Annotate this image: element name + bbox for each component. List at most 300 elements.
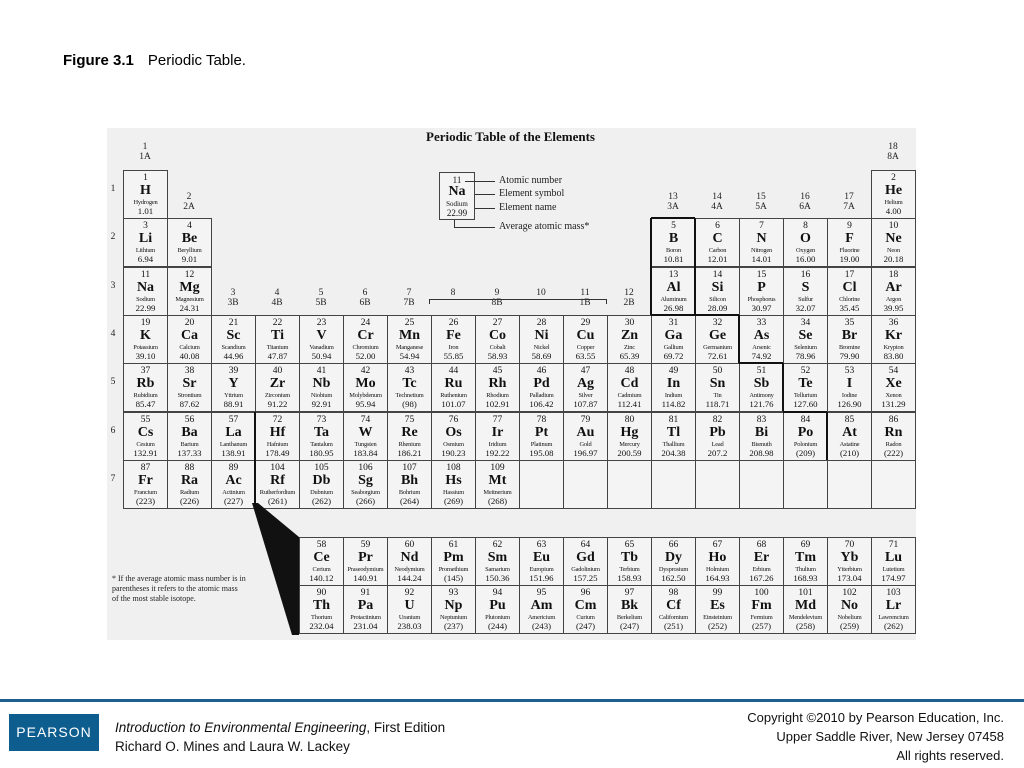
atomic-mass: (209) (795, 447, 816, 458)
atomic-mass: 39.95 (883, 302, 904, 313)
group-label: 4B (271, 298, 283, 308)
atomic-number: 1 (143, 173, 148, 183)
element-cell-f-block (519, 585, 564, 634)
element-cell (563, 363, 608, 412)
atomic-mass: 87.62 (179, 399, 200, 410)
element-name: Rhenium (398, 440, 421, 448)
atomic-number: 61 (448, 540, 459, 550)
metalloid-boundary (739, 362, 783, 364)
atomic-number: 49 (668, 366, 679, 377)
element-cell-f-block (607, 585, 652, 634)
element-name: Phosphorus (747, 295, 776, 303)
atomic-mass: (243) (531, 621, 552, 631)
atomic-number: 4 (187, 221, 192, 232)
element-cell-f-block (739, 585, 784, 634)
atomic-number: 87 (140, 462, 151, 473)
element-cell (123, 460, 168, 509)
element-name: Einsteinium (703, 614, 732, 621)
element-cell (783, 218, 828, 267)
atomic-number: 105 (314, 462, 329, 473)
atomic-mass: (259) (839, 621, 860, 631)
element-name: Neon (886, 247, 901, 255)
element-symbol: Tm (795, 550, 816, 565)
atomic-number: 72 (272, 414, 283, 425)
group-label: 10 (536, 288, 546, 298)
element-name: Rhodium (486, 392, 509, 400)
element-cell (783, 267, 828, 316)
element-symbol: Cf (666, 598, 681, 613)
metalloid-boundary (694, 218, 696, 266)
element-cell-f-block (651, 537, 696, 586)
atomic-mass: 10.81 (663, 254, 684, 265)
element-cell (739, 363, 784, 412)
atomic-mass: 16.00 (795, 254, 816, 265)
group-label: 9 (494, 288, 500, 298)
periodic-table-figure (107, 128, 916, 640)
atomic-number: 28 (536, 317, 547, 328)
atomic-mass: 157.25 (573, 573, 598, 583)
element-name: Tellurium (793, 392, 818, 400)
element-cell (475, 412, 520, 461)
element-symbol: Kr (884, 327, 903, 343)
atomic-mass: 12.01 (707, 254, 728, 265)
element-symbol: Cu (576, 327, 595, 343)
atomic-number: 64 (580, 540, 591, 550)
atomic-mass: 69.72 (663, 350, 684, 361)
element-cell (739, 412, 784, 461)
footnote (112, 574, 246, 604)
element-cell-f-block (475, 537, 520, 586)
atomic-mass: 231.04 (353, 621, 378, 631)
element-symbol: Si (711, 279, 724, 295)
table-title: Periodic Table of the Elements (426, 129, 595, 144)
group-label: 8A (887, 152, 899, 162)
atomic-mass: 74.92 (751, 350, 772, 361)
figure-title: Periodic Table. (147, 52, 246, 69)
group-label: 6 (362, 288, 368, 298)
element-symbol: Hs (445, 472, 462, 488)
atomic-mass: 158.93 (617, 573, 642, 583)
atomic-number: 20 (184, 317, 195, 328)
element-name: Ruthenium (440, 392, 467, 400)
element-cell (387, 460, 432, 509)
element-name: Bromine (839, 343, 860, 351)
element-cell-f-block (783, 585, 828, 634)
element-symbol: Ag (576, 376, 595, 392)
element-cell (299, 460, 344, 509)
element-cell (387, 412, 432, 461)
key-symbol: Na (448, 184, 466, 199)
element-symbol: Sr (182, 376, 197, 392)
atomic-mass: 102.91 (485, 399, 510, 410)
element-name: Oxygen (795, 247, 816, 255)
element-name: Gold (579, 440, 592, 448)
element-name: Strontium (177, 392, 202, 400)
element-name: Barium (180, 440, 199, 448)
atomic-mass: 106.42 (529, 399, 554, 410)
element-symbol: S (801, 279, 810, 295)
group-label: 3 (230, 288, 236, 298)
element-name: Chromium (352, 343, 379, 351)
atomic-number: 108 (446, 462, 461, 473)
metalloid-boundary (695, 314, 739, 316)
element-symbol: Pr (358, 550, 373, 565)
atomic-number: 18 (888, 269, 899, 280)
atomic-mass: (223) (135, 495, 156, 506)
atomic-mass: 207.2 (707, 447, 728, 458)
atomic-number: 73 (316, 414, 327, 425)
element-symbol: Mg (179, 279, 200, 295)
empty-cell (519, 460, 564, 509)
atomic-mass: 72.61 (707, 350, 728, 361)
empty-cell (695, 460, 740, 509)
element-cell (871, 315, 916, 364)
element-cell (827, 363, 872, 412)
element-cell-f-block (343, 537, 388, 586)
element-name: Tungsten (354, 440, 377, 448)
atomic-number: 37 (140, 366, 151, 377)
element-cell (519, 412, 564, 461)
element-name: Scandium (221, 343, 246, 351)
element-cell-f-block (387, 585, 432, 634)
atomic-mass: (262) (883, 621, 904, 631)
atomic-number: 59 (360, 540, 371, 550)
element-symbol: Au (576, 424, 595, 440)
atomic-number: 74 (360, 414, 371, 425)
element-symbol: Sm (487, 550, 508, 565)
atomic-mass: 204.38 (661, 447, 686, 458)
element-symbol: O (800, 231, 811, 247)
element-cell (123, 170, 168, 219)
element-cell (827, 218, 872, 267)
atomic-number: 70 (844, 540, 855, 550)
group-label: 8 (450, 288, 456, 298)
element-symbol: Yb (840, 550, 859, 565)
atomic-mass: 28.09 (707, 302, 728, 313)
atomic-number: 6 (715, 221, 720, 232)
element-name: Indium (664, 392, 683, 400)
atomic-mass: 26.98 (663, 302, 684, 313)
element-symbol: C (712, 231, 723, 247)
atomic-mass: 78.96 (795, 350, 816, 361)
element-symbol: H (140, 183, 151, 198)
atomic-mass: (244) (487, 621, 508, 631)
atomic-number: 78 (536, 414, 547, 425)
element-cell (255, 460, 300, 509)
atomic-number: 39 (228, 366, 239, 377)
element-name: Gadolinium (571, 566, 600, 573)
element-cell (739, 267, 784, 316)
atomic-mass: 121.76 (749, 399, 774, 410)
element-name: Lutetium (882, 566, 905, 573)
atomic-number: 48 (624, 366, 635, 377)
element-name: Molybdenum (349, 392, 382, 400)
atomic-mass: 88.91 (223, 399, 244, 410)
atomic-number: 76 (448, 414, 459, 425)
element-name: Francium (134, 488, 157, 496)
key-label: Element symbol (499, 188, 565, 199)
element-symbol: Y (228, 376, 239, 392)
element-symbol: Ac (225, 472, 242, 488)
element-name: Holmium (705, 566, 730, 573)
atomic-mass: 52.00 (355, 350, 376, 361)
element-cell-f-block (607, 537, 652, 586)
group-label: 2B (623, 298, 635, 308)
empty-cell (871, 460, 916, 509)
group-label: 7A (843, 202, 855, 212)
element-cell-f-block (475, 585, 520, 634)
element-symbol: Er (753, 550, 770, 565)
copyright-line: Upper Saddle River, New Jersey 07458 (776, 729, 1004, 744)
atomic-mass: 140.91 (353, 573, 378, 583)
element-symbol: Am (530, 598, 553, 613)
book-authors: Richard O. Mines and Laura W. Lackey (115, 739, 350, 754)
atomic-mass: 58.93 (487, 350, 508, 361)
atomic-mass: 20.18 (883, 254, 904, 265)
element-name: Praseodymium (347, 566, 384, 573)
atomic-mass: (226) (179, 495, 200, 506)
element-name: Berkelium (616, 614, 643, 621)
element-symbol: Db (312, 472, 331, 488)
atomic-number: 46 (536, 366, 547, 377)
element-name: Erbium (752, 566, 771, 573)
element-symbol: Ce (313, 550, 330, 565)
element-cell (607, 363, 652, 412)
element-name: Radium (179, 488, 200, 496)
element-cell (651, 315, 696, 364)
atomic-number: 9 (847, 221, 852, 232)
atomic-mass: (98) (402, 399, 417, 410)
element-name: Radon (885, 440, 902, 448)
element-symbol: Nd (400, 550, 419, 565)
empty-cell (563, 460, 608, 509)
period-label: 1 (110, 184, 116, 194)
atomic-mass: 168.93 (793, 573, 818, 583)
element-symbol: Al (666, 279, 681, 295)
element-name: Sulfur (798, 295, 813, 303)
element-symbol: Mn (399, 327, 420, 343)
atomic-number: 16 (800, 269, 811, 280)
element-name: Americium (527, 614, 556, 621)
element-name: Meitnerium (483, 488, 512, 496)
element-cell (431, 315, 476, 364)
atomic-number: 85 (844, 414, 855, 425)
group-label: 11 (580, 288, 590, 298)
element-cell-f-block (343, 585, 388, 634)
footnote-line: * If the average atomic mass number is in (112, 574, 246, 583)
element-cell (431, 412, 476, 461)
atomic-mass: 200.59 (617, 447, 642, 458)
group-label: 17 (844, 192, 854, 202)
atomic-mass: 138.91 (221, 447, 246, 458)
element-cell (871, 218, 916, 267)
element-symbol: Rb (136, 376, 155, 392)
element-cell (167, 460, 212, 509)
pearson-logo: PEARSON (9, 714, 99, 751)
group-label: 4A (711, 202, 723, 212)
element-name: Technetium (395, 392, 424, 400)
group-label: 3B (227, 298, 239, 308)
atomic-number: 82 (712, 414, 723, 425)
element-symbol: Ra (180, 472, 199, 488)
element-name: Yttrium (224, 392, 243, 400)
atomic-mass: 91.22 (267, 399, 288, 410)
element-symbol: Ge (708, 327, 727, 343)
atomic-number: 34 (800, 317, 811, 328)
atomic-number: 24 (360, 317, 371, 328)
element-cell (607, 412, 652, 461)
element-cell (695, 315, 740, 364)
element-symbol: Ba (181, 424, 198, 440)
element-name: Iodine (841, 392, 858, 400)
element-cell (167, 218, 212, 267)
group-label: 3A (667, 202, 679, 212)
atomic-number: 53 (844, 366, 855, 377)
atomic-number: 7 (759, 221, 764, 232)
group-label: 5 (318, 288, 324, 298)
atomic-mass: 183.84 (353, 447, 378, 458)
element-symbol: Tc (402, 376, 417, 392)
metalloid-boundary (783, 411, 827, 413)
atomic-number: 84 (800, 414, 811, 425)
atomic-mass: 196.97 (573, 447, 598, 458)
element-name: Carbon (708, 247, 727, 255)
atomic-mass: 195.08 (529, 447, 554, 458)
metalloid-boundary (694, 267, 696, 315)
element-symbol: Be (181, 231, 198, 247)
atomic-number: 2 (891, 173, 896, 183)
empty-cell (651, 460, 696, 509)
element-name: Fermium (750, 614, 773, 621)
atomic-mass: (269) (443, 495, 464, 506)
footer-divider (0, 699, 1024, 702)
element-cell-f-block (431, 585, 476, 634)
element-symbol: N (756, 231, 767, 247)
element-symbol: Ho (708, 550, 727, 565)
element-cell (123, 218, 168, 267)
element-symbol: Xe (885, 376, 902, 392)
atomic-mass: 65.39 (619, 350, 640, 361)
atomic-mass: 54.94 (399, 350, 420, 361)
atomic-number: 103 (886, 588, 901, 598)
group-label: 16 (800, 192, 810, 202)
element-cell (431, 363, 476, 412)
element-cell (783, 315, 828, 364)
element-name: Titanium (266, 343, 289, 351)
atomic-number: 17 (844, 269, 855, 280)
element-name: Hassium (443, 488, 464, 496)
element-cell (211, 363, 256, 412)
element-cell (167, 363, 212, 412)
element-name: Astatine (839, 440, 860, 448)
atomic-mass: 6.94 (137, 254, 154, 265)
empty-cell (783, 460, 828, 509)
metalloid-boundary (782, 363, 784, 411)
copyright-notice (747, 708, 1004, 765)
element-name: Copper (576, 343, 595, 351)
element-cell (695, 412, 740, 461)
element-cell-f-block (299, 585, 344, 634)
element-cell (387, 363, 432, 412)
atomic-mass: 44.96 (223, 350, 244, 361)
element-cell (563, 412, 608, 461)
element-name: Iron (448, 343, 459, 351)
element-name: Curium (576, 614, 595, 621)
atomic-mass: 192.22 (485, 447, 510, 458)
element-name: Niobium (310, 392, 333, 400)
element-symbol: Ni (534, 327, 549, 343)
element-name: Iridium (488, 440, 507, 448)
atomic-mass: 178.49 (265, 447, 290, 458)
group-label: 2A (183, 202, 195, 212)
atomic-mass: 107.87 (573, 399, 598, 410)
period-label: 6 (110, 425, 116, 436)
element-symbol: Tb (620, 550, 639, 565)
element-name: Neodymium (394, 566, 425, 573)
element-name: Xenon (885, 392, 902, 400)
atomic-mass: (264) (399, 495, 420, 506)
element-symbol: Zn (620, 327, 639, 343)
atomic-mass: 19.00 (839, 254, 860, 265)
group-label: 6A (799, 202, 811, 212)
element-name: Mercury (619, 440, 640, 448)
group-label: 6B (359, 298, 371, 308)
element-name: Arsenic (752, 343, 771, 351)
group-label: 1 (142, 142, 148, 152)
group-label: 1B (579, 298, 591, 308)
element-name: Vanadium (309, 343, 334, 351)
element-symbol: Pm (443, 550, 464, 565)
atomic-number: 25 (404, 317, 415, 328)
key-label: Average atomic mass* (499, 221, 590, 232)
element-cell-f-block (695, 585, 740, 634)
element-symbol: Eu (532, 550, 551, 565)
atomic-number: 92 (404, 588, 415, 598)
element-name: Rutherfordium (259, 488, 296, 496)
atomic-number: 101 (798, 588, 813, 598)
element-symbol: Zr (269, 376, 286, 392)
element-name: Mendelevium (788, 614, 823, 621)
element-name: Terbium (619, 566, 640, 573)
element-symbol: Cs (137, 424, 154, 440)
atomic-mass: 164.93 (705, 573, 730, 583)
group-label: 14 (712, 192, 722, 202)
atomic-mass: (222) (883, 447, 904, 458)
element-cell-f-block (739, 537, 784, 586)
atomic-number: 65 (624, 540, 635, 550)
group-label: 4 (274, 288, 280, 298)
element-name: Uranium (398, 614, 421, 621)
element-symbol: Co (488, 327, 507, 343)
element-cell (827, 267, 872, 316)
atomic-mass: 118.71 (705, 399, 730, 410)
element-symbol: Th (312, 598, 331, 613)
element-cell-f-block (299, 537, 344, 586)
element-name: Zirconium (264, 392, 291, 400)
element-name: Bismuth (751, 440, 772, 448)
atomic-mass: (266) (355, 495, 376, 506)
atomic-number: 44 (448, 366, 459, 377)
atomic-mass: 137.33 (177, 447, 202, 458)
element-symbol: Sc (226, 327, 241, 343)
element-name: Cesium (136, 440, 155, 448)
element-name: Sodium (136, 295, 155, 303)
atomic-number: 89 (228, 462, 239, 473)
atomic-mass: 180.95 (309, 447, 334, 458)
element-symbol: Mo (355, 376, 376, 392)
element-symbol: Hf (269, 424, 286, 440)
atomic-number: 90 (316, 588, 327, 598)
